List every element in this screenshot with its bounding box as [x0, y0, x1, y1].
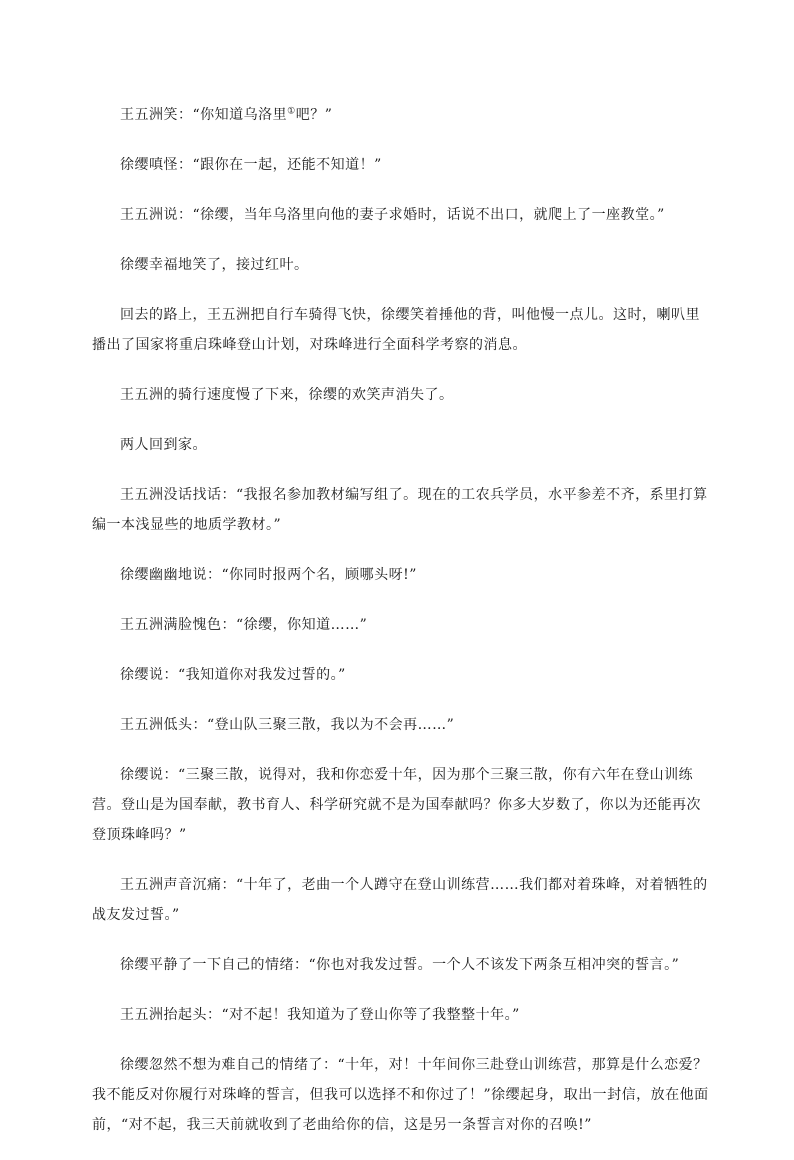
- paragraph-11: 徐缨说：“我知道你对我发过誓的。”: [120, 667, 346, 683]
- paragraph-1: [92, 100, 714, 130]
- paragraph-5: 回去的路上，王五洲把自行车骑得飞快，徐缨笑着捶他的背，叫他慢一点儿。这时，喇叭里播出了国家将重启珠峰登山计划，对珠峰进行全面科学考察的消息。: [92, 307, 700, 353]
- paragraph-9: 徐缨幽幽地说：“你同时报两个名，顾哪头呀!”: [120, 567, 417, 583]
- paragraph-2: 徐缨嗔怪：“跟你在一起，还能不知道！”: [120, 157, 382, 173]
- paragraph-8: 王五洲没话找话：“我报名参加教材编写组了。现在的工农兵学员，水平参差不齐，系里打算编一本浅显些的地质学教材。”: [92, 487, 708, 533]
- footnote-marker: ①: [287, 106, 296, 117]
- paragraph-3: 王五洲说：“徐缨，当年乌洛里向他的妻子求婚时，话说不出口，就爬上了一座教堂。”: [120, 207, 665, 223]
- paragraph-14: 王五洲声音沉痛：“十年了，老曲一个人蹲守在登山训练营……我们都对着珠峰，对着牺牲的战友发过誓。”: [92, 877, 708, 923]
- paragraph-1-text: 王五洲笑：“你知道乌洛里: [120, 107, 288, 123]
- paragraph-15: 徐缨平静了一下自己的情绪：“你也对我发过誓。一个人不该发下两条互相冲突的誓言。”: [120, 957, 680, 973]
- paragraph-13: 徐缨说：“三聚三散，说得对，我和你恋爱十年，因为那个三聚三散，你有六年在登山训练营。登山是为国奉献，教书育人、科学研究就不是为国奉献吗？你多大岁数了，你以为还能再次登顶珠峰吗？”: [92, 767, 701, 843]
- paragraph-17: 徐缨忽然不想为难自己的情绪了：“十年，对！十年间你三赴登山训练营，那算是什么恋爱？我不能反对你履行对珠峰的誓言，但我可以选择不和你过了！”徐缨起身，取出一封信，放在他面前，“对不起，我三天前就收到了老曲给你的信，这是另一条誓言对你的召唤!”: [92, 1057, 709, 1133]
- paragraph-6: 王五洲的骑行速度慢了下来，徐缨的欢笑声消失了。: [120, 387, 454, 403]
- story-text: [92, 100, 714, 1160]
- paragraph-1-text-end: 吧？”: [295, 107, 333, 123]
- paragraph-7: 两人回到家。: [120, 437, 207, 453]
- paragraph-16: 王五洲抬起头：“对不起！我知道为了登山你等了我整整十年。”: [120, 1007, 520, 1023]
- paragraph-10: 王五洲满脸愧色：“徐缨，你知道……”: [120, 617, 368, 633]
- paragraph-12: 王五洲低头：“登山队三聚三散，我以为不会再……”: [120, 717, 455, 733]
- paragraph-4: 徐缨幸福地笑了，接过红叶。: [120, 257, 309, 273]
